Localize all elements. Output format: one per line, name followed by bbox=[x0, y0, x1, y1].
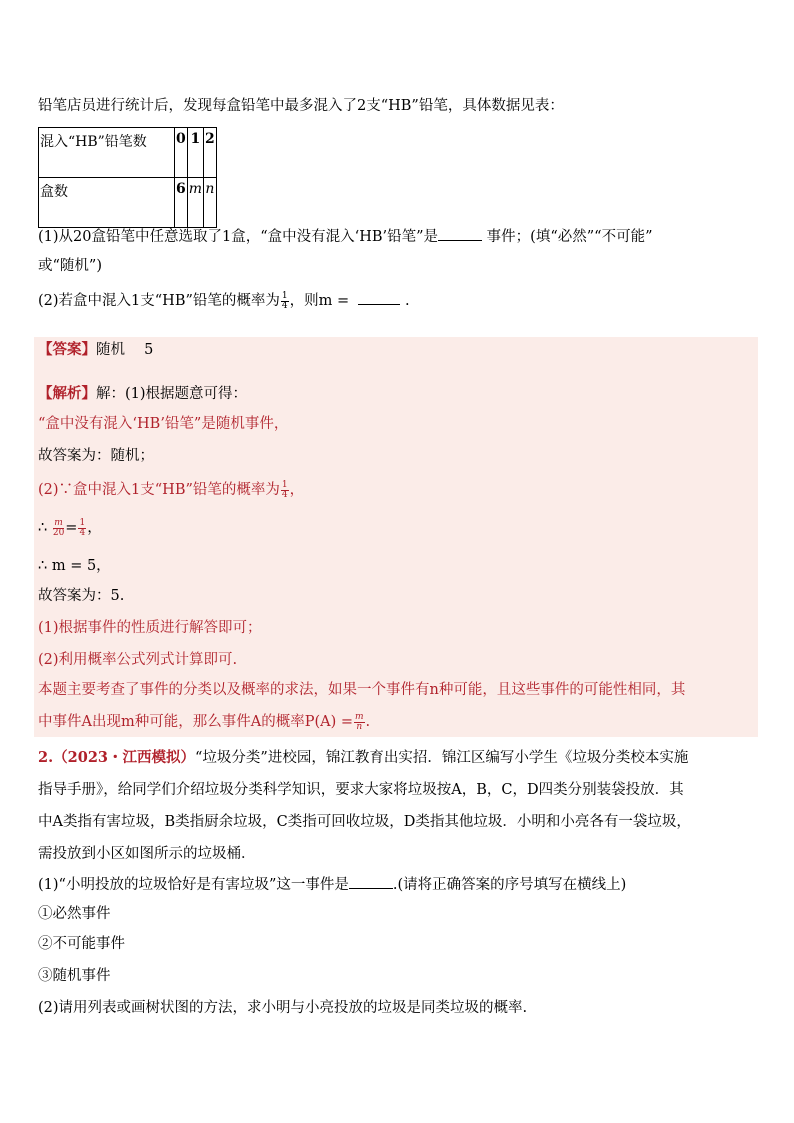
table-cell: n bbox=[204, 178, 217, 228]
analysis-step: 中事件A出现m种可能，那么事件A的概率P(A) = $\frac{m}{n}$ . bbox=[38, 711, 371, 732]
data-table bbox=[38, 127, 217, 228]
option-2: ②不可能事件 bbox=[38, 936, 125, 952]
question-1-line-2: 或“随机”) bbox=[38, 258, 102, 274]
analysis-step: “盒中没有混入‘HB’铅笔”是随机事件， bbox=[38, 416, 289, 432]
question-1-line-1 bbox=[38, 226, 652, 247]
analysis-step: ∴ m = 5， bbox=[38, 558, 111, 574]
answer-line bbox=[38, 340, 153, 360]
fraction: $\frac{m}{20}$ bbox=[52, 517, 65, 538]
analysis-step: (1)根据事件的性质进行解答即可； bbox=[38, 620, 262, 636]
table-cell: 6 bbox=[175, 178, 188, 228]
analysis-step: 本题主要考查了事件的分类以及概率的求法，如果一个事件有n种可能，且这些事件的可能性相同，其 bbox=[38, 682, 686, 698]
problem-number: 2. bbox=[38, 749, 54, 766]
table-row bbox=[39, 178, 217, 228]
question-2-line: (2)若盒中混入1支“HB”铅笔的概率为 $\frac{1}{4}$ ，则m = . bbox=[38, 290, 410, 311]
option-1: ①必然事件 bbox=[38, 906, 111, 922]
question-2-text-b: ，则m = bbox=[289, 293, 354, 309]
option-3: ③随机事件 bbox=[38, 968, 111, 984]
table-row bbox=[39, 128, 217, 178]
problem-source: （2023・江西模拟） bbox=[53, 749, 195, 766]
answer-blank bbox=[349, 874, 393, 889]
question-1-text-b: 事件；(填“必然”“不可能” bbox=[486, 229, 653, 245]
problem-2-line-2: 指导手册》，给同学们介绍垃圾分类科学知识，要求大家将垃圾按A，B，C，D四类分别装袋投放．其 bbox=[38, 782, 684, 798]
problem-2-question-2: (2)请用列表或画树状图的方法，求小明与小亮投放的垃圾是同类垃圾的概率. bbox=[38, 1000, 528, 1016]
intro-text: 铅笔店员进行统计后，发现每盒铅笔中最多混入了2支“HB”铅笔，具体数据见表： bbox=[38, 98, 564, 114]
analysis-text: 解：(1)根据题意可得： bbox=[96, 386, 248, 402]
fraction: $\frac{1}{4}$ bbox=[79, 517, 86, 538]
analysis-line bbox=[38, 384, 247, 404]
table-header-cell: 混入“HB”铅笔数 bbox=[39, 128, 175, 178]
table-cell: 0 bbox=[175, 128, 188, 178]
table-cell: 1 bbox=[187, 128, 203, 178]
table-cell: m bbox=[187, 178, 203, 228]
problem-2-line-1: 2.（2023・江西模拟）“垃圾分类”进校园，锦江教育出实招．锦江区编写小学生《垃圾分类校本实施 bbox=[38, 749, 689, 766]
answer-label: 【答案】 bbox=[38, 341, 96, 358]
analysis-step: (2)∵盒中混入1支“HB”铅笔的概率为 $\frac{1}{4}$ ， bbox=[38, 479, 305, 500]
question-2-text: (2)若盒中混入1支“HB”铅笔的概率为 bbox=[38, 293, 280, 309]
analysis-step: (2)利用概率公式列式计算即可. bbox=[38, 652, 238, 668]
answer-blank bbox=[438, 226, 482, 241]
fraction: $\frac{1}{4}$ bbox=[281, 290, 288, 311]
problem-2-line-3: 中A类指有害垃圾，B类指厨余垃圾，C类指可回收垃圾，D类指其他垃圾．小明和小亮各有一袋垃圾， bbox=[38, 814, 691, 830]
question-1-text: (1)从20盒铅笔中任意选取了1盒，“盒中没有混入‘HB’铅笔”是 bbox=[38, 229, 439, 245]
fraction: $\frac{1}{4}$ bbox=[281, 479, 288, 500]
table-header-cell: 盒数 bbox=[39, 178, 175, 228]
answer-values: 随机 5 bbox=[96, 342, 154, 358]
problem-2-line-4: 需投放到小区如图所示的垃圾桶． bbox=[38, 846, 256, 862]
table-cell: 2 bbox=[204, 128, 217, 178]
analysis-step: 故答案为：5. bbox=[38, 588, 125, 604]
problem-2-question-1: (1)“小明投放的垃圾恰好是有害垃圾”这一事件是 .(请将正确答案的序号填写在横线上) bbox=[38, 874, 626, 895]
analysis-step: 故答案为：随机； bbox=[38, 448, 154, 464]
fraction: $\frac{m}{n}$ bbox=[355, 711, 364, 732]
analysis-step: ∴ $\frac{m}{20}$ = $\frac{1}{4}$ ， bbox=[38, 517, 102, 538]
analysis-label: 【解析】 bbox=[38, 385, 96, 402]
answer-blank bbox=[358, 290, 400, 305]
